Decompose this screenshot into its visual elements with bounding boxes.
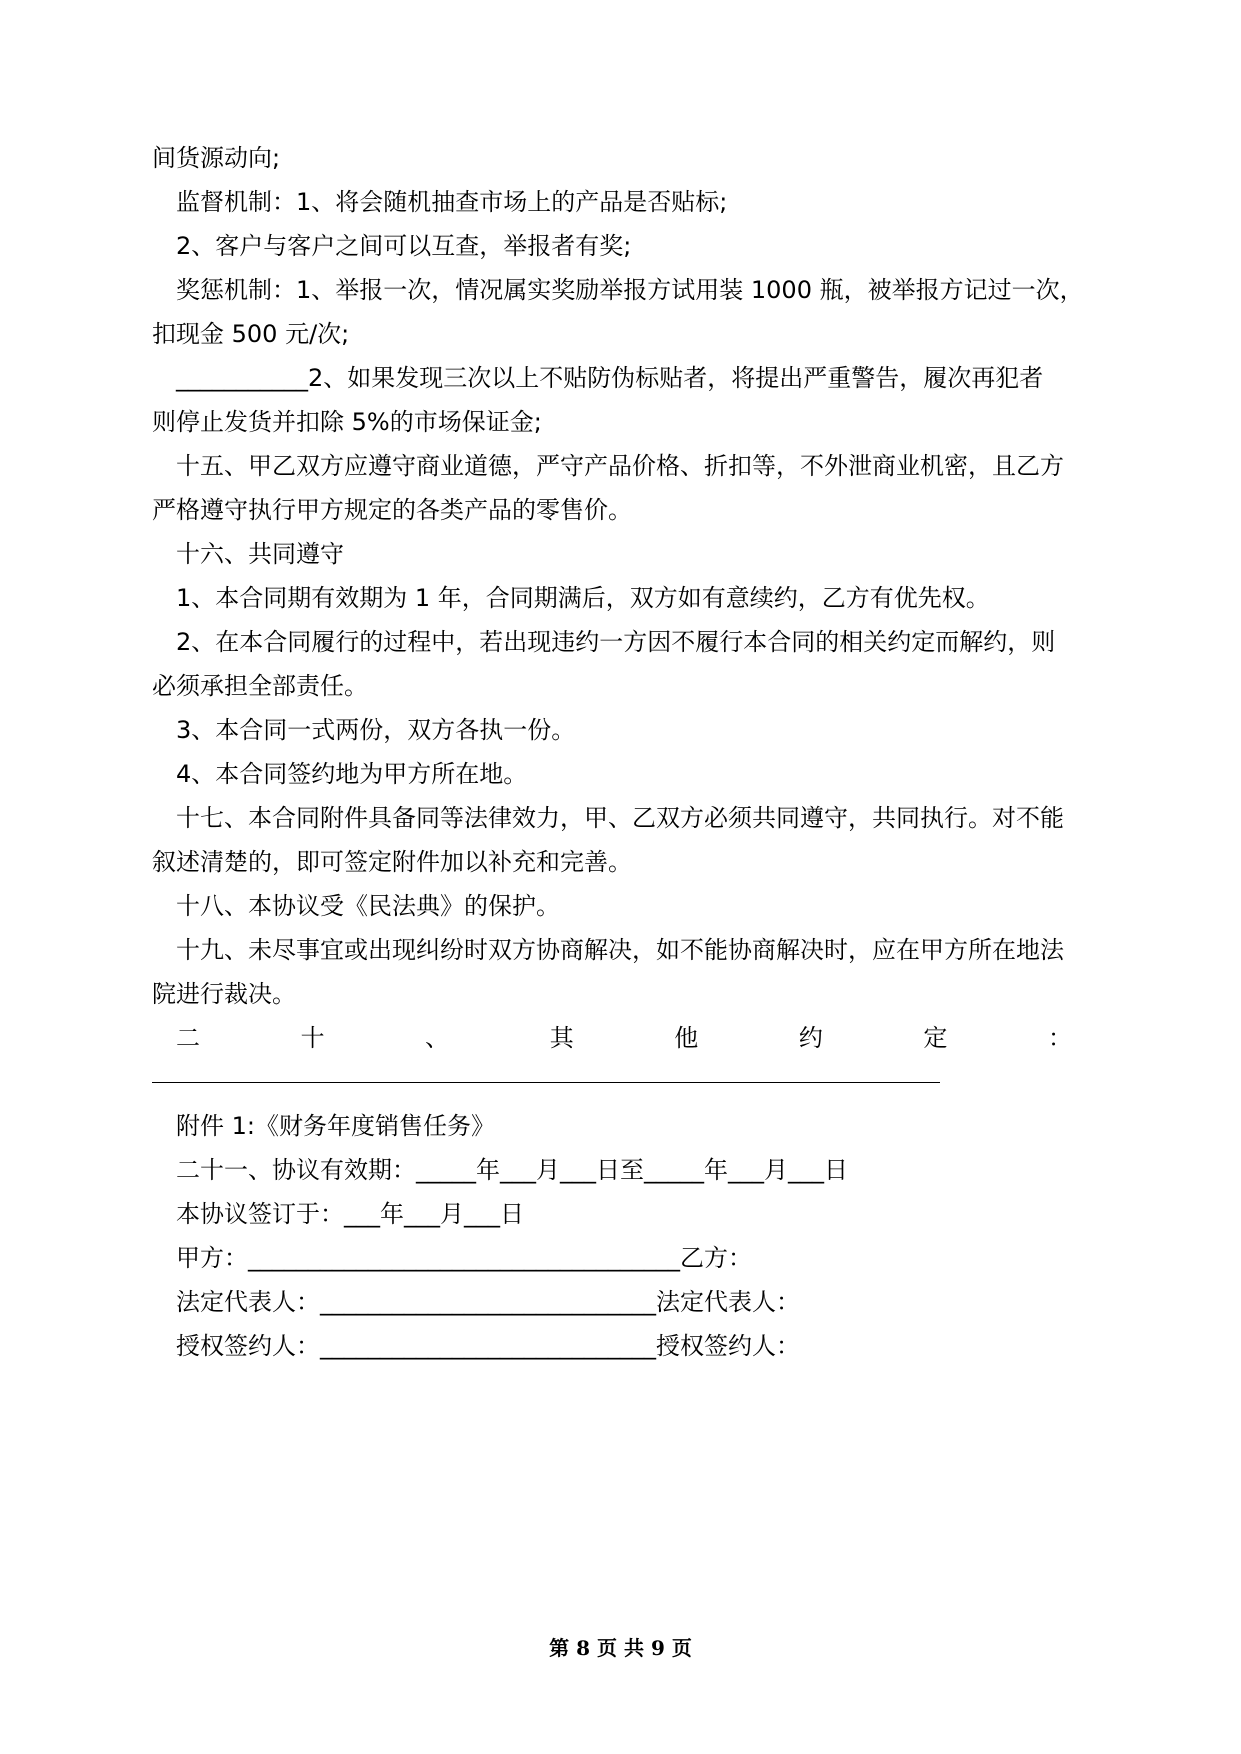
paragraph-line: 十八、本协议受《民法典》的保护。 <box>176 892 560 920</box>
paragraph-line: ___________2、如果发现三次以上不贴防伪标贴者，将提出严重警告，履次再犯者 <box>176 364 1044 392</box>
clause-20-char: 其 <box>549 1024 574 1052</box>
clause-20-char: 定 <box>923 1024 948 1052</box>
clause-20-char: 、 <box>425 1024 450 1052</box>
paragraph-line: 严格遵守执行甲方规定的各类产品的零售价。 <box>152 496 632 524</box>
clause-20-char: 他 <box>674 1024 699 1052</box>
paragraph-line: 十六、共同遵守 <box>176 540 344 568</box>
paragraph-line: 院进行裁决。 <box>152 980 296 1008</box>
paragraph-line: 2、在本合同履行的过程中，若出现违约一方因不履行本合同的相关约定而解约，则 <box>176 628 1056 656</box>
paragraph-line: 叙述清楚的，即可签定附件加以补充和完善。 <box>152 848 632 876</box>
paragraph-line: 则停止发货并扣除 5%的市场保证金; <box>152 408 542 436</box>
paragraph-line: 1、本合同期有效期为 1 年，合同期满后，双方如有意续约，乙方有优先权。 <box>176 584 990 612</box>
clause-20-char: ： <box>1047 1024 1072 1052</box>
signature-legal-rep-line: 法定代表人：____________________________法定代表人： <box>176 1288 800 1316</box>
signed-date-line: 本协议签订于：___年___月___日 <box>176 1200 524 1228</box>
paragraph-line: 4、本合同签约地为甲方所在地。 <box>176 760 528 788</box>
paragraph-line: 扣现金 500 元/次; <box>152 320 350 348</box>
signature-authorized-line: 授权签约人：____________________________授权签约人： <box>176 1332 800 1360</box>
paragraph-line: 2、客户与客户之间可以互查，举报者有奖; <box>176 232 632 260</box>
clause-20-char: 十 <box>300 1024 325 1052</box>
paragraph-line: 十九、未尽事宜或出现纠纷时双方协商解决，如不能协商解决时，应在甲方所在地法 <box>176 936 1064 964</box>
attachment-line: 附件 1:《财务年度销售任务》 <box>176 1112 495 1140</box>
blank-fill-line <box>152 1082 940 1083</box>
validity-line: 二十一、协议有效期：_____年___月___日至_____年___月___日 <box>176 1156 848 1184</box>
clause-20-heading <box>176 1022 1072 1054</box>
paragraph-line: 奖惩机制：1、举报一次，情况属实奖励举报方试用装 1000 瓶，被举报方记过一次， <box>176 276 1084 304</box>
page-number-footer: 第 8 页 共 9 页 <box>549 1636 692 1660</box>
clause-20-char: 二 <box>176 1024 200 1052</box>
paragraph-line: 必须承担全部责任。 <box>152 672 368 700</box>
paragraph-line: 3、本合同一式两份，双方各执一份。 <box>176 716 576 744</box>
clause-20-char: 约 <box>798 1024 823 1052</box>
paragraph-line: 监督机制：1、将会随机抽查市场上的产品是否贴标; <box>176 188 728 216</box>
signature-party-line: 甲方：____________________________________乙方： <box>176 1244 752 1272</box>
paragraph-line: 十五、甲乙双方应遵守商业道德，严守产品价格、折扣等，不外泄商业机密，且乙方 <box>176 452 1064 480</box>
paragraph-line: 间货源动向; <box>152 144 281 172</box>
paragraph-line: 十七、本合同附件具备同等法律效力，甲、乙双方必须共同遵守，共同执行。对不能 <box>176 804 1064 832</box>
